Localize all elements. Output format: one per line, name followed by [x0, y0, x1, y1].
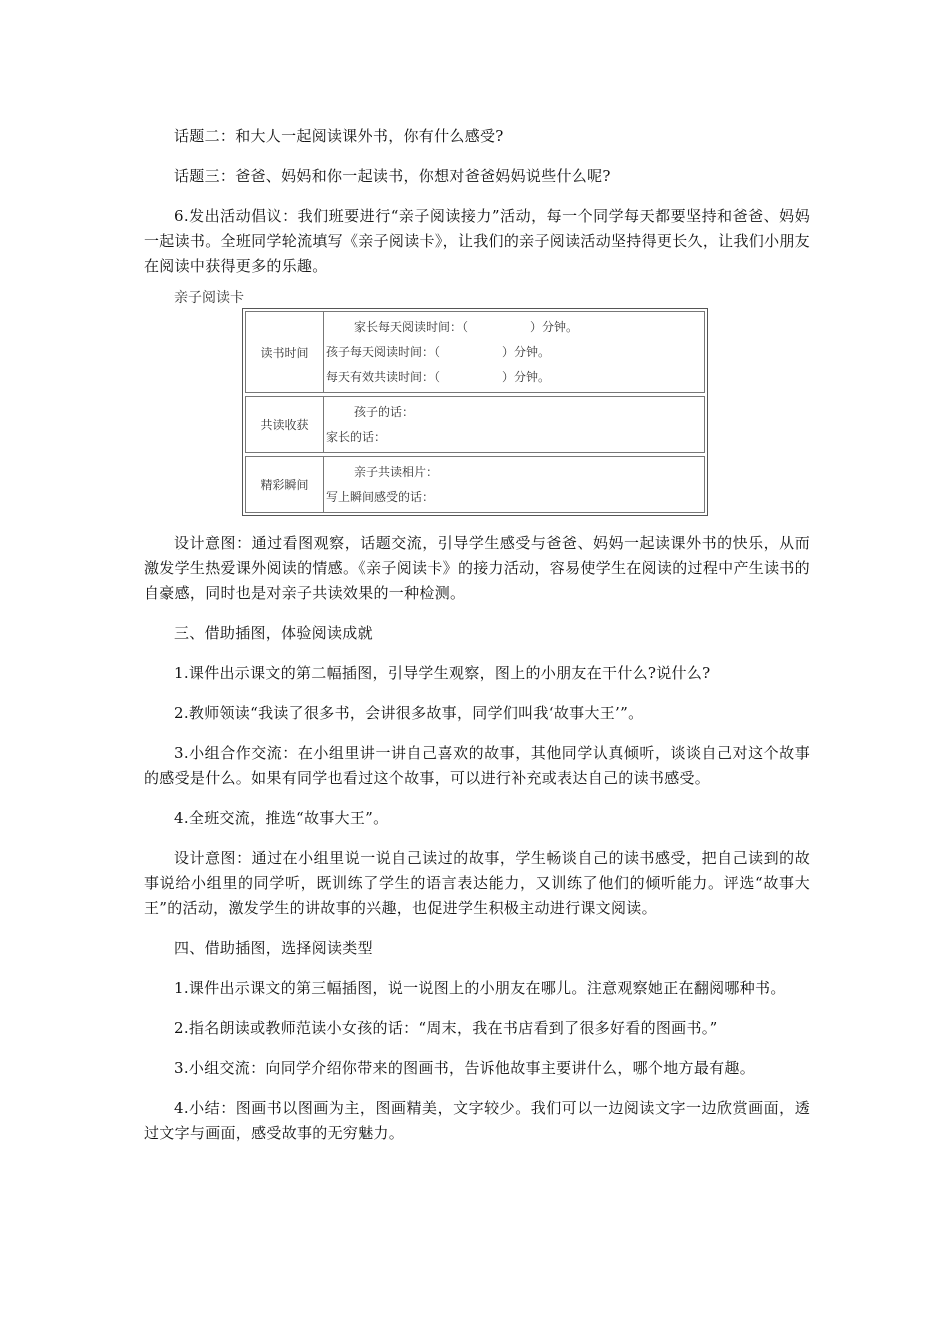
- card-row-content: [324, 457, 704, 512]
- document-page: [144, 124, 810, 1146]
- paragraph-topic-three: 话题三：爸爸、妈妈和你一起读书，你想对爸爸妈妈说些什么呢?: [174, 167, 611, 185]
- card-line: 家长的话：: [326, 430, 387, 444]
- card-line: 孩子的话：: [354, 405, 415, 419]
- reading-card-table: [242, 308, 708, 516]
- paragraph-step: 2.指名朗读或教师范读小女孩的话：“周末，我在书店看到了很多好看的图画书。”: [174, 1019, 718, 1037]
- paragraph-step: 4.全班交流，推选“故事大王”。: [174, 809, 389, 827]
- paragraph-design-intent-2: 设计意图：通过在小组里说一说自己读过的故事，学生畅谈自己的读书感受，把自己读到的故事说给小组里的同学听，既训练了学生的语言表达能力，又训练了他们的倾听能力。评选“故事大王”的活动，激发学生的讲故事的兴趣，也促进学生积极主动进行课文阅读。: [144, 849, 810, 917]
- card-line: 每天有效共读时间：（ ）分钟。: [326, 370, 551, 384]
- card-row-reading-time: [245, 311, 705, 393]
- card-row-content: [324, 397, 704, 452]
- card-row-shared-gains: [245, 396, 705, 453]
- card-line: 写上瞬间感受的话：: [326, 490, 435, 504]
- card-line: 孩子每天阅读时间：（ ）分钟。: [326, 345, 551, 359]
- paragraph-activity-proposal: 6.发出活动倡议：我们班要进行“亲子阅读接力”活动，每一个同学每天都要坚持和爸爸、妈妈一起读书。全班同学轮流填写《亲子阅读卡》，让我们的亲子阅读活动坚持得更长久，让我们小朋友在阅读中获得更多的乐趣。: [144, 207, 810, 275]
- card-row-wonderful-moments: [245, 456, 705, 513]
- paragraph-step: 3.小组合作交流：在小组里讲一讲自己喜欢的故事，其他同学认真倾听，谈谈自己对这个故事的感受是什么。如果有同学也看过这个故事，可以进行补充或表达自己的读书感受。: [144, 744, 810, 787]
- paragraph-step: 3.小组交流：向同学介绍你带来的图画书，告诉他故事主要讲什么，哪个地方最有趣。: [174, 1059, 756, 1077]
- reading-card-title: 亲子阅读卡: [174, 290, 244, 306]
- card-row-label: 读书时间: [246, 312, 324, 392]
- section-heading-3: 三、借助插图，体验阅读成就: [174, 624, 373, 642]
- card-row-label: 精彩瞬间: [246, 457, 324, 512]
- paragraph-design-intent-1: 设计意图：通过看图观察，话题交流，引导学生感受与爸爸、妈妈一起读课外书的快乐，从而激发学生热爱课外阅读的情感。《亲子阅读卡》的接力活动，容易使学生在阅读的过程中产生读书的自豪感，同时也是对亲子共读效果的一种检测。: [144, 534, 810, 602]
- paragraph-step: 2.教师领读“我读了很多书，会讲很多故事，同学们叫我‘故事大王’”。: [174, 704, 644, 722]
- card-row-content: [324, 312, 704, 392]
- card-line: 家长每天阅读时间：（ ）分钟。: [354, 320, 579, 334]
- paragraph-step: 1.课件出示课文的第二幅插图，引导学生观察，图上的小朋友在干什么?说什么?: [174, 664, 711, 682]
- paragraph-step: 1.课件出示课文的第三幅插图，说一说图上的小朋友在哪儿。注意观察她正在翻阅哪种书。: [174, 979, 786, 997]
- paragraph-topic-two: 话题二：和大人一起阅读课外书，你有什么感受?: [174, 127, 504, 145]
- paragraph-summary: 4.小结：图画书以图画为主，图画精美，文字较少。我们可以一边阅读文字一边欣赏画面，透过文字与画面，感受故事的无穷魅力。: [144, 1099, 810, 1142]
- card-line: 亲子共读相片：: [354, 465, 439, 479]
- card-row-label: 共读收获: [246, 397, 324, 452]
- section-heading-4: 四、借助插图，选择阅读类型: [174, 939, 373, 957]
